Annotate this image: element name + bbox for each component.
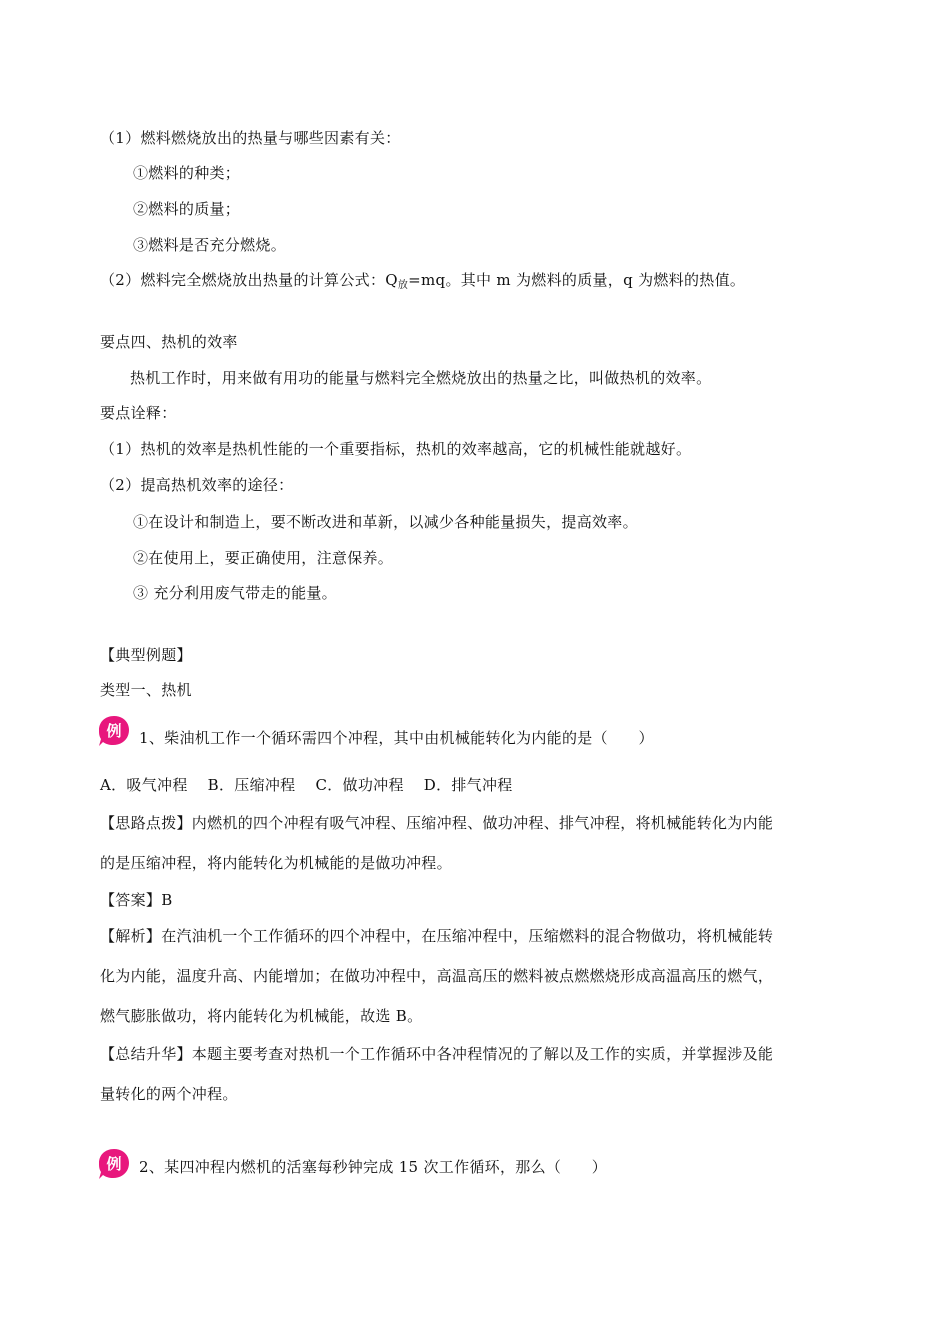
answer-text: 【答案】B (100, 891, 173, 909)
formula-line (100, 270, 745, 293)
efficiency-item: ③ 充分利用废气带走的能量。 (133, 584, 337, 602)
summary-text: 量转化的两个冲程。 (100, 1085, 238, 1103)
definition-text: 热机工作时，用来做有用功的能量与燃料完全燃烧放出的热量之比，叫做热机的效率。 (130, 369, 712, 387)
section-heading: 要点四、热机的效率 (100, 333, 238, 351)
analysis-text: 化为内能，温度升高、内能增加；在做功冲程中，高温高压的燃料被点燃燃烧形成高温高压的燃气， (100, 967, 774, 985)
summary-text: 【总结升华】本题主要考查对热机一个工作循环中各冲程情况的了解以及工作的实质，并掌握涉及能 (100, 1045, 774, 1063)
options-row (100, 775, 533, 795)
explain-point: （1）热机的效率是热机性能的一个重要指标，热机的效率越高，它的机械性能就越好。 (100, 440, 692, 458)
examples-heading: 【典型例题】 (100, 646, 192, 664)
type-heading: 类型一、热机 (100, 681, 192, 699)
analysis-text: 燃气膨胀做功，将内能转化为机械能，故选 B。 (100, 1007, 423, 1025)
example-badge-icon (97, 1147, 131, 1181)
hint-text: 的是压缩冲程，将内能转化为机械能的是做功冲程。 (100, 854, 452, 872)
efficiency-item: ①在设计和制造上，要不断改进和革新，以减少各种能量损失，提高效率。 (133, 513, 638, 531)
badge-label: 例 (106, 722, 122, 740)
question-stem: 1、柴油机工作一个循环需四个冲程，其中由机械能转化为内能的是（ ） (139, 729, 654, 747)
factor-item: ②燃料的质量； (133, 200, 241, 218)
formula-subscript: 放 (397, 280, 409, 291)
formula-pre: （2）燃料完全燃烧放出热量的计算公式：Q (100, 271, 398, 289)
example-badge-icon (97, 714, 131, 748)
explain-point: （2）提高热机效率的途径： (100, 476, 294, 494)
option-d: D．排气冲程 (423, 776, 513, 794)
option-a: A．吸气冲程 (100, 776, 188, 794)
factors-title: （1）燃料燃烧放出的热量与哪些因素有关： (100, 129, 401, 147)
hint-text: 【思路点拨】内燃机的四个冲程有吸气冲程、压缩冲程、做功冲程、排气冲程，将机械能转化为内能 (100, 814, 774, 832)
factor-item: ①燃料的种类； (133, 164, 241, 182)
factor-item: ③燃料是否充分燃烧。 (133, 236, 287, 254)
analysis-text: 【解析】在汽油机一个工作循环的四个冲程中，在压缩冲程中，压缩燃料的混合物做功，将机械能转 (100, 927, 774, 945)
efficiency-item: ②在使用上，要正确使用，注意保养。 (133, 549, 394, 567)
option-b: B．压缩冲程 (207, 776, 296, 794)
explain-title: 要点诠释： (100, 404, 177, 422)
question-stem: 2、某四冲程内燃机的活塞每秒钟完成 15 次工作循环，那么（ ） (139, 1158, 608, 1176)
formula-post: =mq。其中 m 为燃料的质量，q 为燃料的热值。 (408, 271, 746, 289)
option-c: C．做功冲程 (315, 776, 404, 794)
badge-label: 例 (106, 1155, 122, 1173)
